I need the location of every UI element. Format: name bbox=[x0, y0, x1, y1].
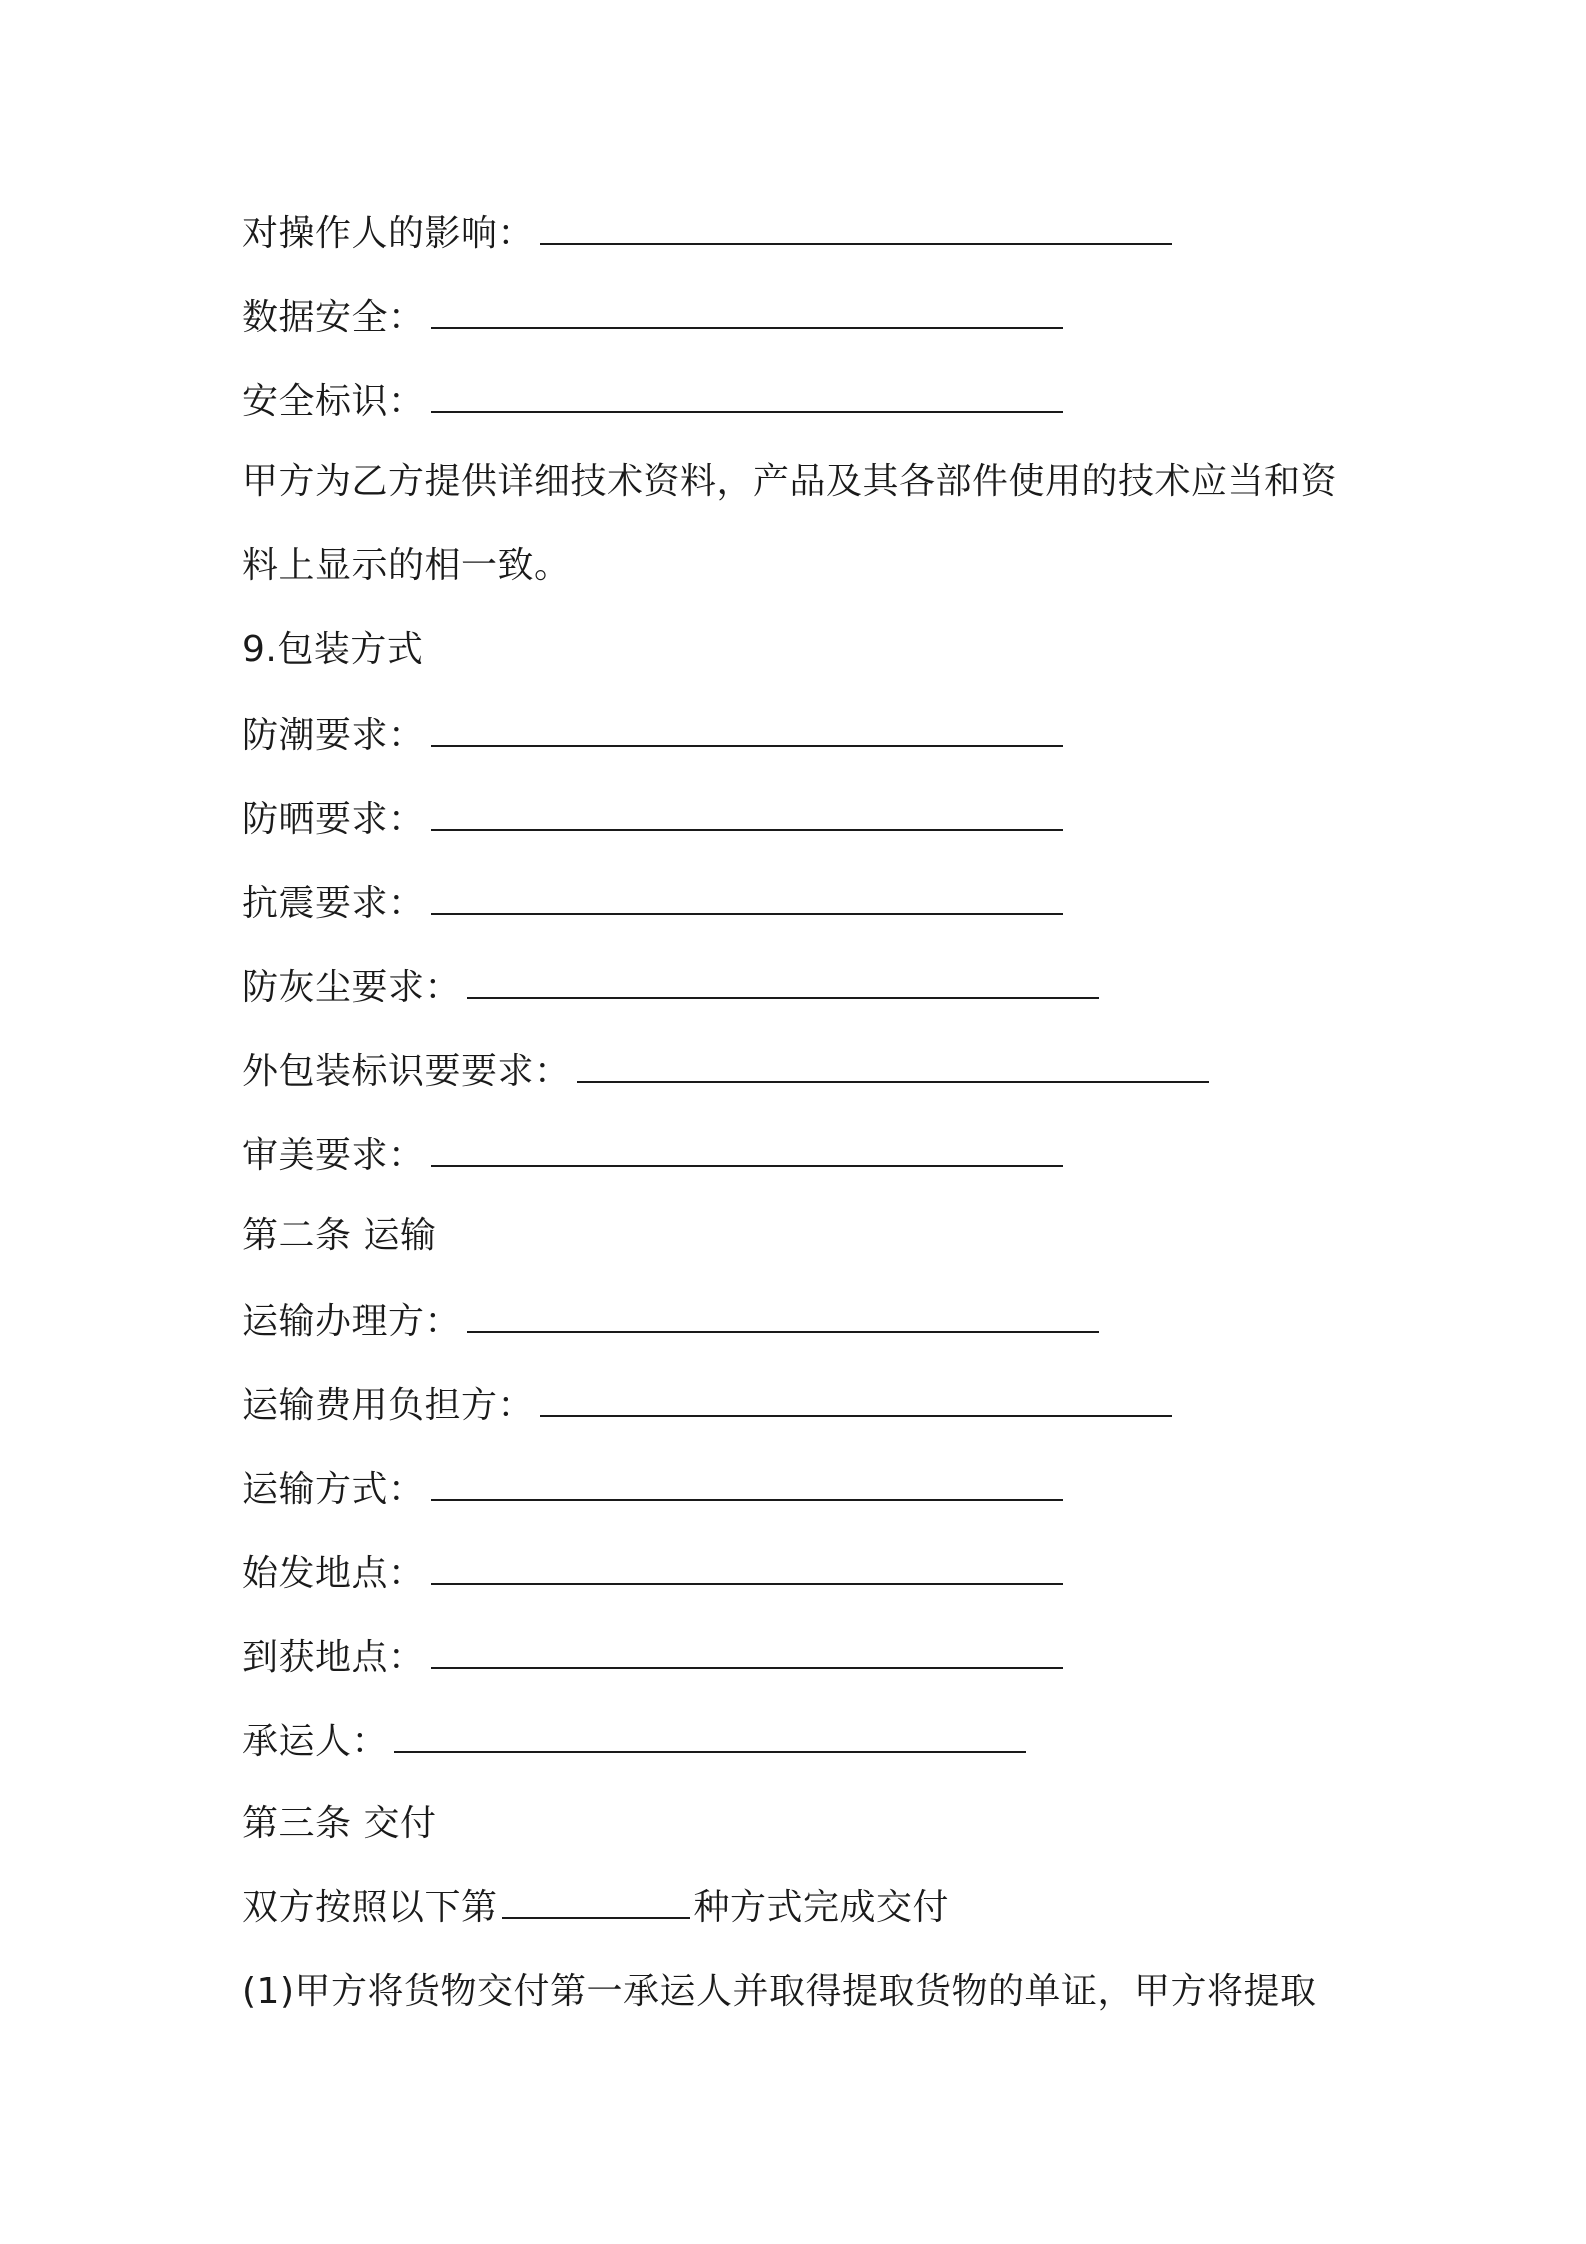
fill-in-blank[interactable] bbox=[467, 1301, 1099, 1333]
section-heading-packaging: 9.包装方式 bbox=[242, 629, 424, 670]
paragraph-delivery-option-1: (1)甲方将货物交付第一承运人并取得提取货物的单证，甲方将提取 bbox=[242, 1971, 1317, 2012]
field-data-security bbox=[242, 294, 1063, 342]
field-label: 安全标识： bbox=[242, 381, 425, 422]
fill-in-blank[interactable] bbox=[577, 1051, 1209, 1083]
field-label: 抗震要求： bbox=[242, 883, 425, 924]
fill-in-blank[interactable] bbox=[431, 799, 1063, 831]
field-label: 到获地点： bbox=[242, 1637, 425, 1678]
fill-in-blank[interactable] bbox=[502, 1887, 690, 1919]
field-label: 承运人： bbox=[242, 1721, 389, 1762]
field-transport-method bbox=[242, 1466, 1063, 1514]
field-shock-proof bbox=[242, 880, 1063, 928]
fill-in-blank[interactable] bbox=[540, 213, 1172, 245]
field-label: 外包装标识要要求： bbox=[242, 1051, 571, 1092]
field-departure-place bbox=[242, 1550, 1063, 1598]
field-label: 数据安全： bbox=[242, 297, 425, 338]
field-sun-proof bbox=[242, 796, 1063, 844]
fill-in-blank[interactable] bbox=[431, 715, 1063, 747]
section-heading-delivery: 第三条 交付 bbox=[242, 1803, 437, 1844]
paragraph-delivery-method bbox=[242, 1884, 949, 1932]
fill-in-blank[interactable] bbox=[431, 1553, 1063, 1585]
field-label: 防晒要求： bbox=[242, 799, 425, 840]
field-label: 审美要求： bbox=[242, 1135, 425, 1176]
paragraph-tech-docs-line1: 甲方为乙方提供详细技术资料，产品及其各部件使用的技术应当和资 bbox=[242, 461, 1338, 502]
field-aesthetic bbox=[242, 1132, 1063, 1180]
fill-in-blank[interactable] bbox=[431, 381, 1063, 413]
text-before-blank: 双方按照以下第 bbox=[242, 1887, 498, 1928]
field-moisture-proof bbox=[242, 712, 1063, 760]
fill-in-blank[interactable] bbox=[431, 1469, 1063, 1501]
fill-in-blank[interactable] bbox=[394, 1721, 1026, 1753]
field-label: 防灰尘要求： bbox=[242, 967, 462, 1008]
field-label: 对操作人的影响： bbox=[242, 213, 535, 254]
field-label: 运输费用负担方： bbox=[242, 1385, 535, 1426]
fill-in-blank[interactable] bbox=[467, 967, 1099, 999]
section-heading-transport: 第二条 运输 bbox=[242, 1215, 437, 1256]
fill-in-blank[interactable] bbox=[540, 1385, 1172, 1417]
field-outer-packaging-marking bbox=[242, 1048, 1209, 1096]
text-after-blank: 种方式完成交付 bbox=[693, 1887, 950, 1928]
field-label: 运输办理方： bbox=[242, 1301, 462, 1342]
field-label: 运输方式： bbox=[242, 1469, 425, 1510]
field-label: 始发地点： bbox=[242, 1553, 425, 1594]
field-arrival-place bbox=[242, 1634, 1063, 1682]
field-transport-handler bbox=[242, 1298, 1099, 1346]
field-carrier bbox=[242, 1718, 1026, 1766]
fill-in-blank[interactable] bbox=[431, 1637, 1063, 1669]
fill-in-blank[interactable] bbox=[431, 883, 1063, 915]
field-operator-impact bbox=[242, 210, 1172, 258]
field-safety-marking bbox=[242, 378, 1063, 426]
fill-in-blank[interactable] bbox=[431, 297, 1063, 329]
field-transport-cost-bearer bbox=[242, 1382, 1172, 1430]
paragraph-tech-docs-line2: 料上显示的相一致。 bbox=[242, 545, 571, 586]
field-label: 防潮要求： bbox=[242, 715, 425, 756]
field-dust-proof bbox=[242, 964, 1099, 1012]
fill-in-blank[interactable] bbox=[431, 1135, 1063, 1167]
